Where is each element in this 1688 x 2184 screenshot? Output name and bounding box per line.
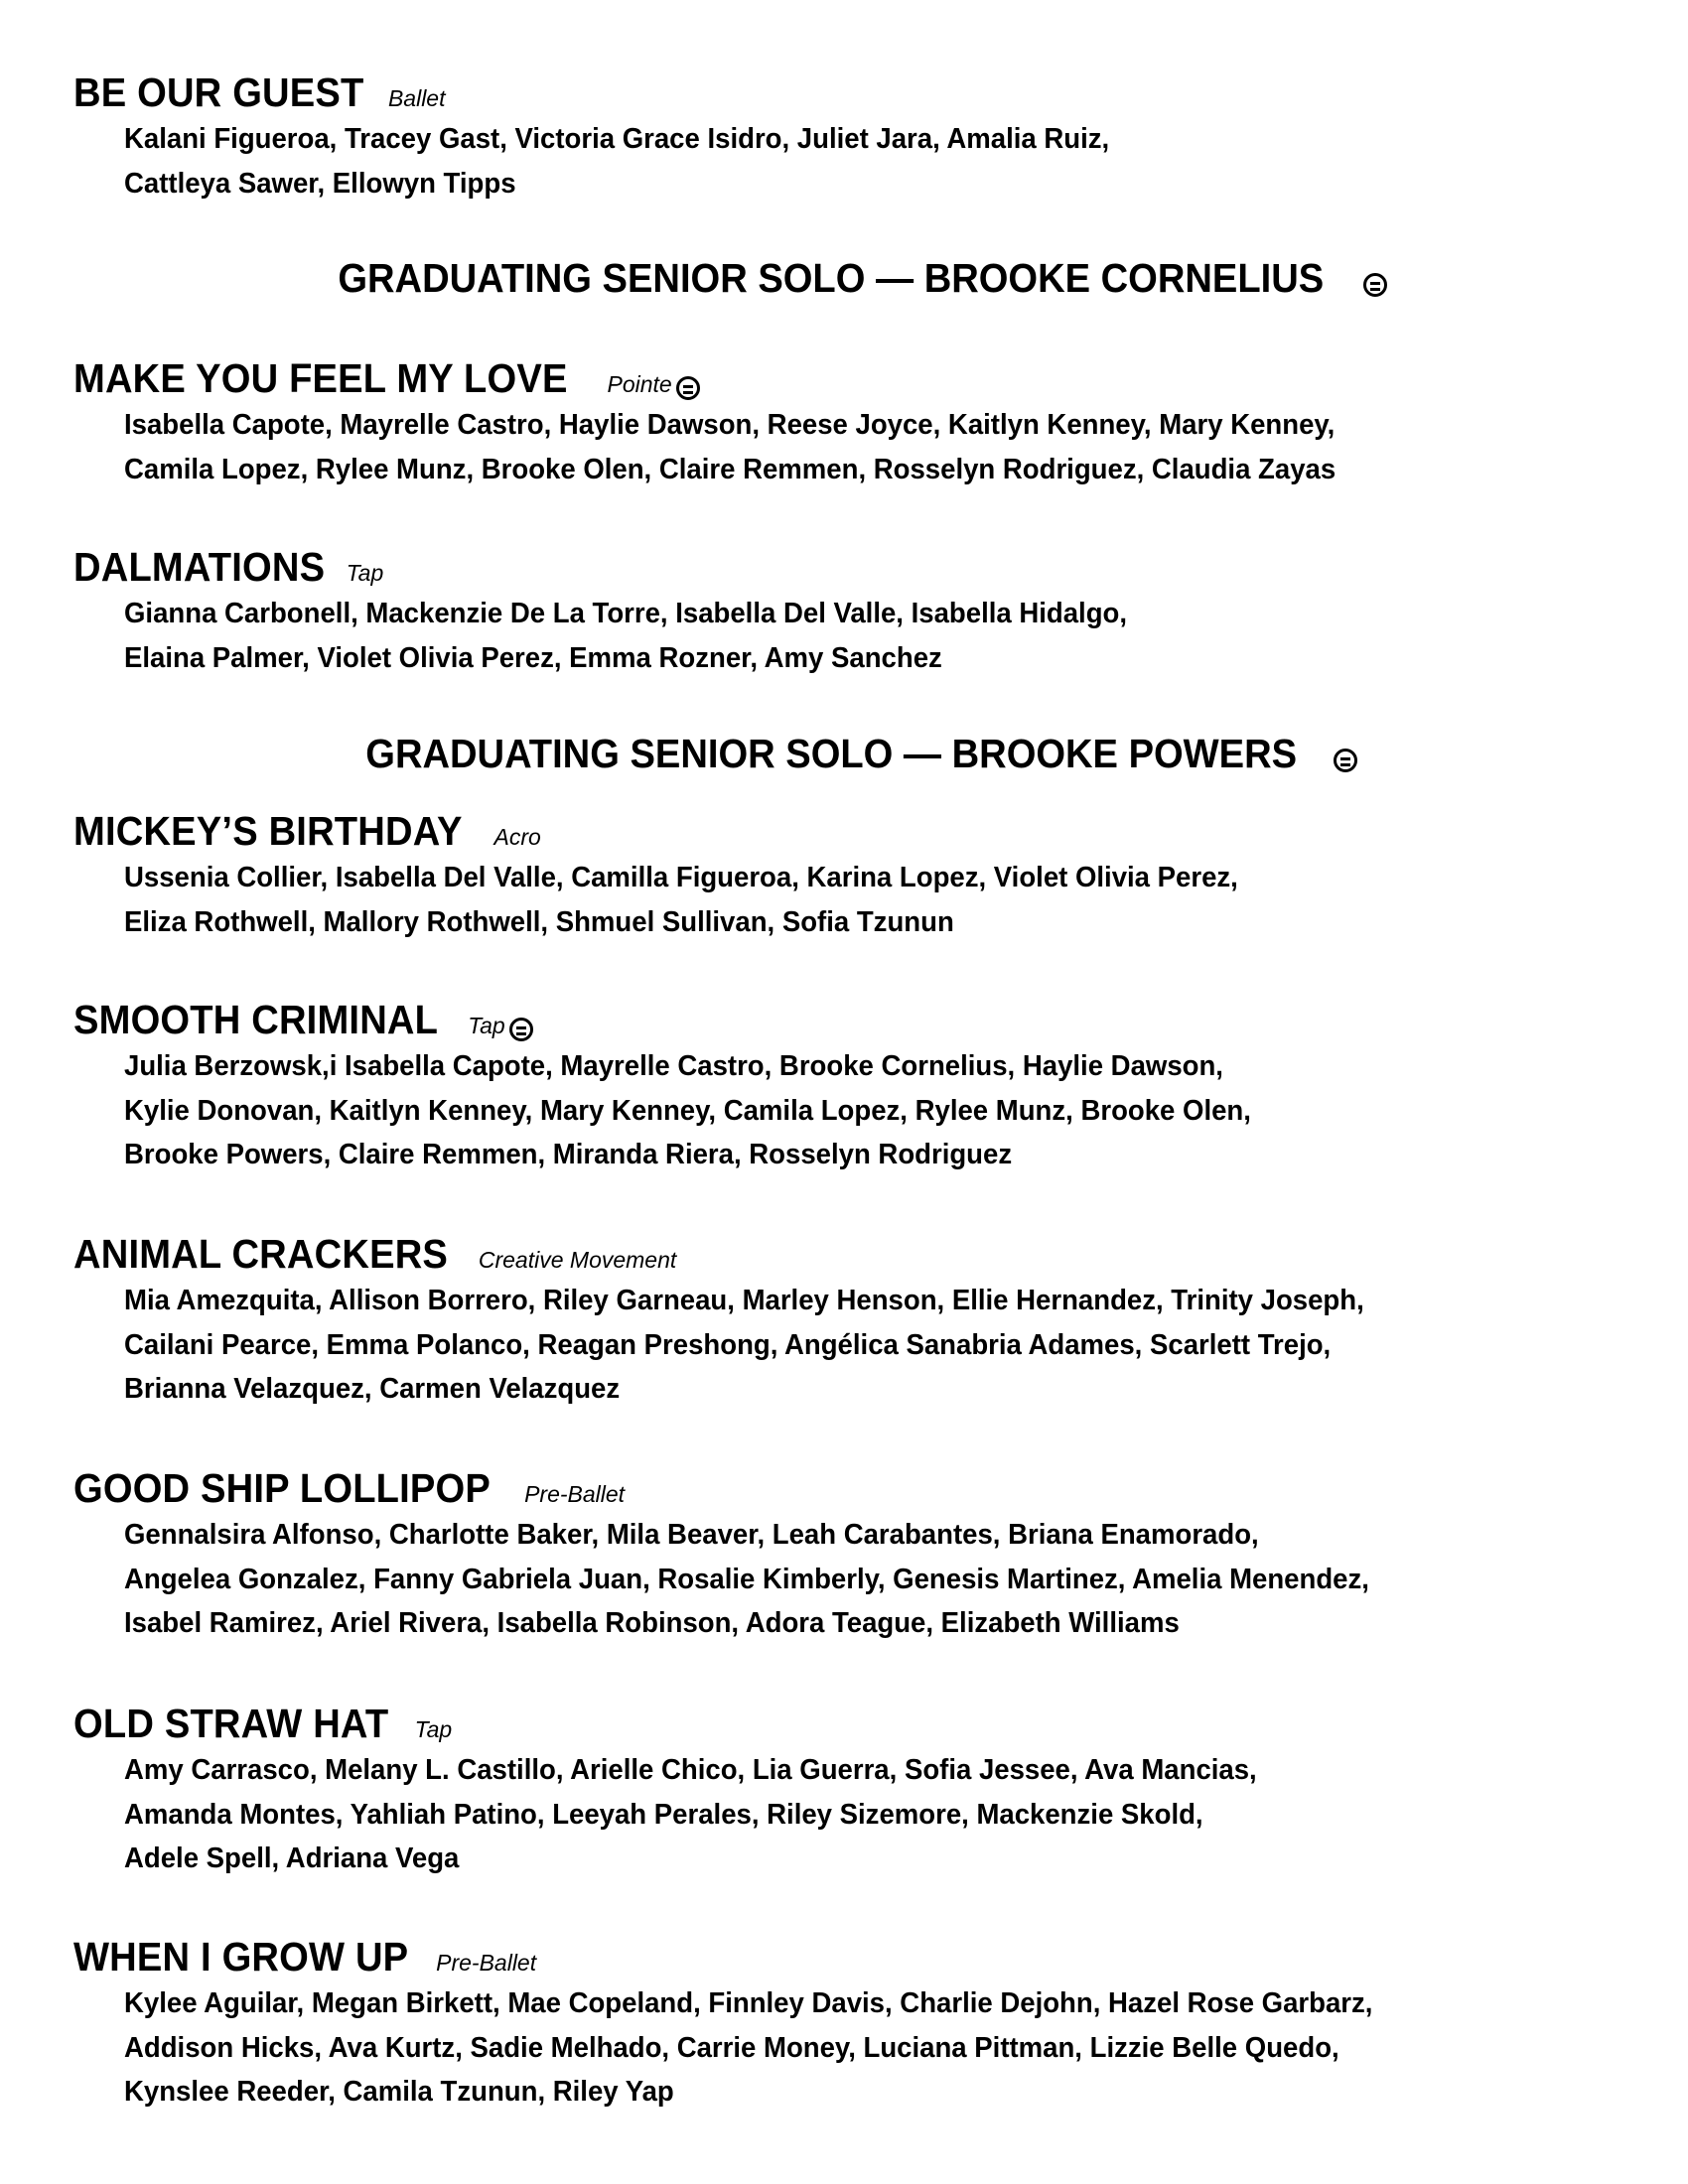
performance-animal-crackers <box>73 1231 1622 1412</box>
performance-old-straw-hat <box>73 1701 1622 1881</box>
performance-title: MAKE YOU FEEL MY LOVE <box>73 355 568 401</box>
dance-style: Pointe <box>607 371 672 397</box>
dance-style: Pre-Ballet <box>524 1481 626 1507</box>
dance-style: Creative Movement <box>478 1247 677 1273</box>
dancer-line: Amanda Montes, Yahliah Patino, Leeyah Perales, Riley Sizemore, Mackenzie Skold, <box>124 1798 1203 1831</box>
senior-mark-icon <box>1363 273 1387 297</box>
dancer-line: Cattleya Sawer, Ellowyn Tipps <box>124 167 516 200</box>
dancer-line: Kynslee Reeder, Camila Tzunun, Riley Yap <box>124 2076 674 2108</box>
dancer-line: Cailani Pearce, Emma Polanco, Reagan Preshong, Angélica Sanabria Adames, Scarlett Trejo, <box>124 1328 1332 1361</box>
dancer-line: Camila Lopez, Rylee Munz, Brooke Olen, Claire Remmen, Rosselyn Rodriguez, Claudia Zayas <box>124 453 1336 485</box>
senior-solo-title: GRADUATING SENIOR SOLO — BROOKE CORNELIUS <box>338 255 1325 301</box>
senior-mark-icon <box>1334 749 1357 772</box>
dancer-line: Brooke Powers, Claire Remmen, Miranda Riera, Rosselyn Rodriguez <box>124 1139 1013 1170</box>
dancer-list <box>124 592 1548 680</box>
dancer-line: Gennalsira Alfonso, Charlotte Baker, Mila Beaver, Leah Carabantes, Briana Enamorado, <box>124 1519 1259 1551</box>
performance-make-you-feel-my-love <box>73 355 1622 491</box>
dancer-line: Kalani Figueroa, Tracey Gast, Victoria Grace Isidro, Juliet Jara, Amalia Ruiz, <box>124 123 1110 155</box>
dancer-list <box>124 1044 1548 1177</box>
dance-style: Ballet <box>387 85 446 111</box>
dancer-list <box>124 1279 1548 1412</box>
dancer-line: Elaina Palmer, Violet Olivia Perez, Emma Rozner, Amy Sanchez <box>124 641 942 674</box>
dancer-line: Addison Hicks, Ava Kurtz, Sadie Melhado, Carrie Money, Luciana Pittman, Lizzie Belle Quedo, <box>124 2031 1339 2064</box>
performance-be-our-guest <box>73 69 1622 205</box>
senior-mark-icon <box>676 376 700 400</box>
dancer-line: Isabel Ramirez, Ariel Rivera, Isabella Robinson, Adora Teague, Elizabeth Williams <box>124 1607 1180 1639</box>
dancer-line: Amy Carrasco, Melany L. Castillo, Arielle Chico, Lia Guerra, Sofia Jessee, Ava Mancias, <box>124 1754 1257 1786</box>
performance-title: MICKEY’S BIRTHDAY <box>73 808 463 854</box>
senior-solo-title: GRADUATING SENIOR SOLO — BROOKE POWERS <box>365 731 1297 776</box>
performance-when-i-grow-up <box>73 1934 1622 2115</box>
dance-style: Tap <box>468 1013 505 1038</box>
dancer-line: Eliza Rothwell, Mallory Rothwell, Shmuel Sullivan, Sofia Tzunun <box>124 905 954 938</box>
performance-good-ship-lollipop <box>73 1465 1622 1646</box>
performance-title: BE OUR GUEST <box>73 69 364 115</box>
dancer-list <box>124 1748 1548 1881</box>
dancer-list <box>124 856 1548 944</box>
performance-title: WHEN I GROW UP <box>73 1934 409 1979</box>
dance-style: Tap <box>414 1716 453 1742</box>
dancer-list <box>124 1513 1548 1646</box>
dancer-line: Kylie Donovan, Kaitlyn Kenney, Mary Kenney, Camila Lopez, Rylee Munz, Brooke Olen, <box>124 1094 1251 1127</box>
dancer-line: Brianna Velazquez, Carmen Velazquez <box>124 1373 621 1405</box>
dancer-line: Ussenia Collier, Isabella Del Valle, Camilla Figueroa, Karina Lopez, Violet Olivia Perez, <box>124 862 1238 893</box>
performance-smooth-criminal <box>73 997 1622 1177</box>
dancer-list <box>124 117 1548 205</box>
dancer-list <box>124 1981 1548 2115</box>
dance-style: Acro <box>493 824 541 850</box>
dancer-line: Angelea Gonzalez, Fanny Gabriela Juan, Rosalie Kimberly, Genesis Martinez, Amelia Menendez, <box>124 1563 1369 1595</box>
dance-style: Tap <box>346 560 384 586</box>
performance-title: DALMATIONS <box>73 544 326 590</box>
senior-mark-icon <box>509 1018 533 1041</box>
dancer-line: Julia Berzowsk,i Isabella Capote, Mayrelle Castro, Brooke Cornelius, Haylie Dawson, <box>124 1050 1223 1082</box>
performance-dalmations <box>73 544 1622 680</box>
performance-title: ANIMAL CRACKERS <box>73 1231 449 1277</box>
dancer-list <box>124 403 1548 491</box>
dance-style: Pre-Ballet <box>436 1950 537 1976</box>
senior-solo-powers <box>0 729 1688 788</box>
dancer-line: Gianna Carbonell, Mackenzie De La Torre, Isabella Del Valle, Isabella Hidalgo, <box>124 598 1128 629</box>
performance-title: GOOD SHIP LOLLIPOP <box>73 1465 492 1511</box>
senior-solo-cornelius <box>0 253 1688 313</box>
dancer-line: Mia Amezquita, Allison Borrero, Riley Garneau, Marley Henson, Ellie Hernandez, Trinity Joseph, <box>124 1285 1364 1316</box>
dancer-line: Kylee Aguilar, Megan Birkett, Mae Copeland, Finnley Davis, Charlie Dejohn, Hazel Rose Garbarz, <box>124 1987 1373 2019</box>
performance-title: OLD STRAW HAT <box>73 1701 389 1746</box>
dancer-line: Adele Spell, Adriana Vega <box>124 1843 460 1874</box>
performance-mickeys-birthday <box>73 808 1622 944</box>
performance-title: SMOOTH CRIMINAL <box>73 997 439 1042</box>
dancer-line: Isabella Capote, Mayrelle Castro, Haylie Dawson, Reese Joyce, Kaitlyn Kenney, Mary Kenney, <box>124 409 1336 441</box>
